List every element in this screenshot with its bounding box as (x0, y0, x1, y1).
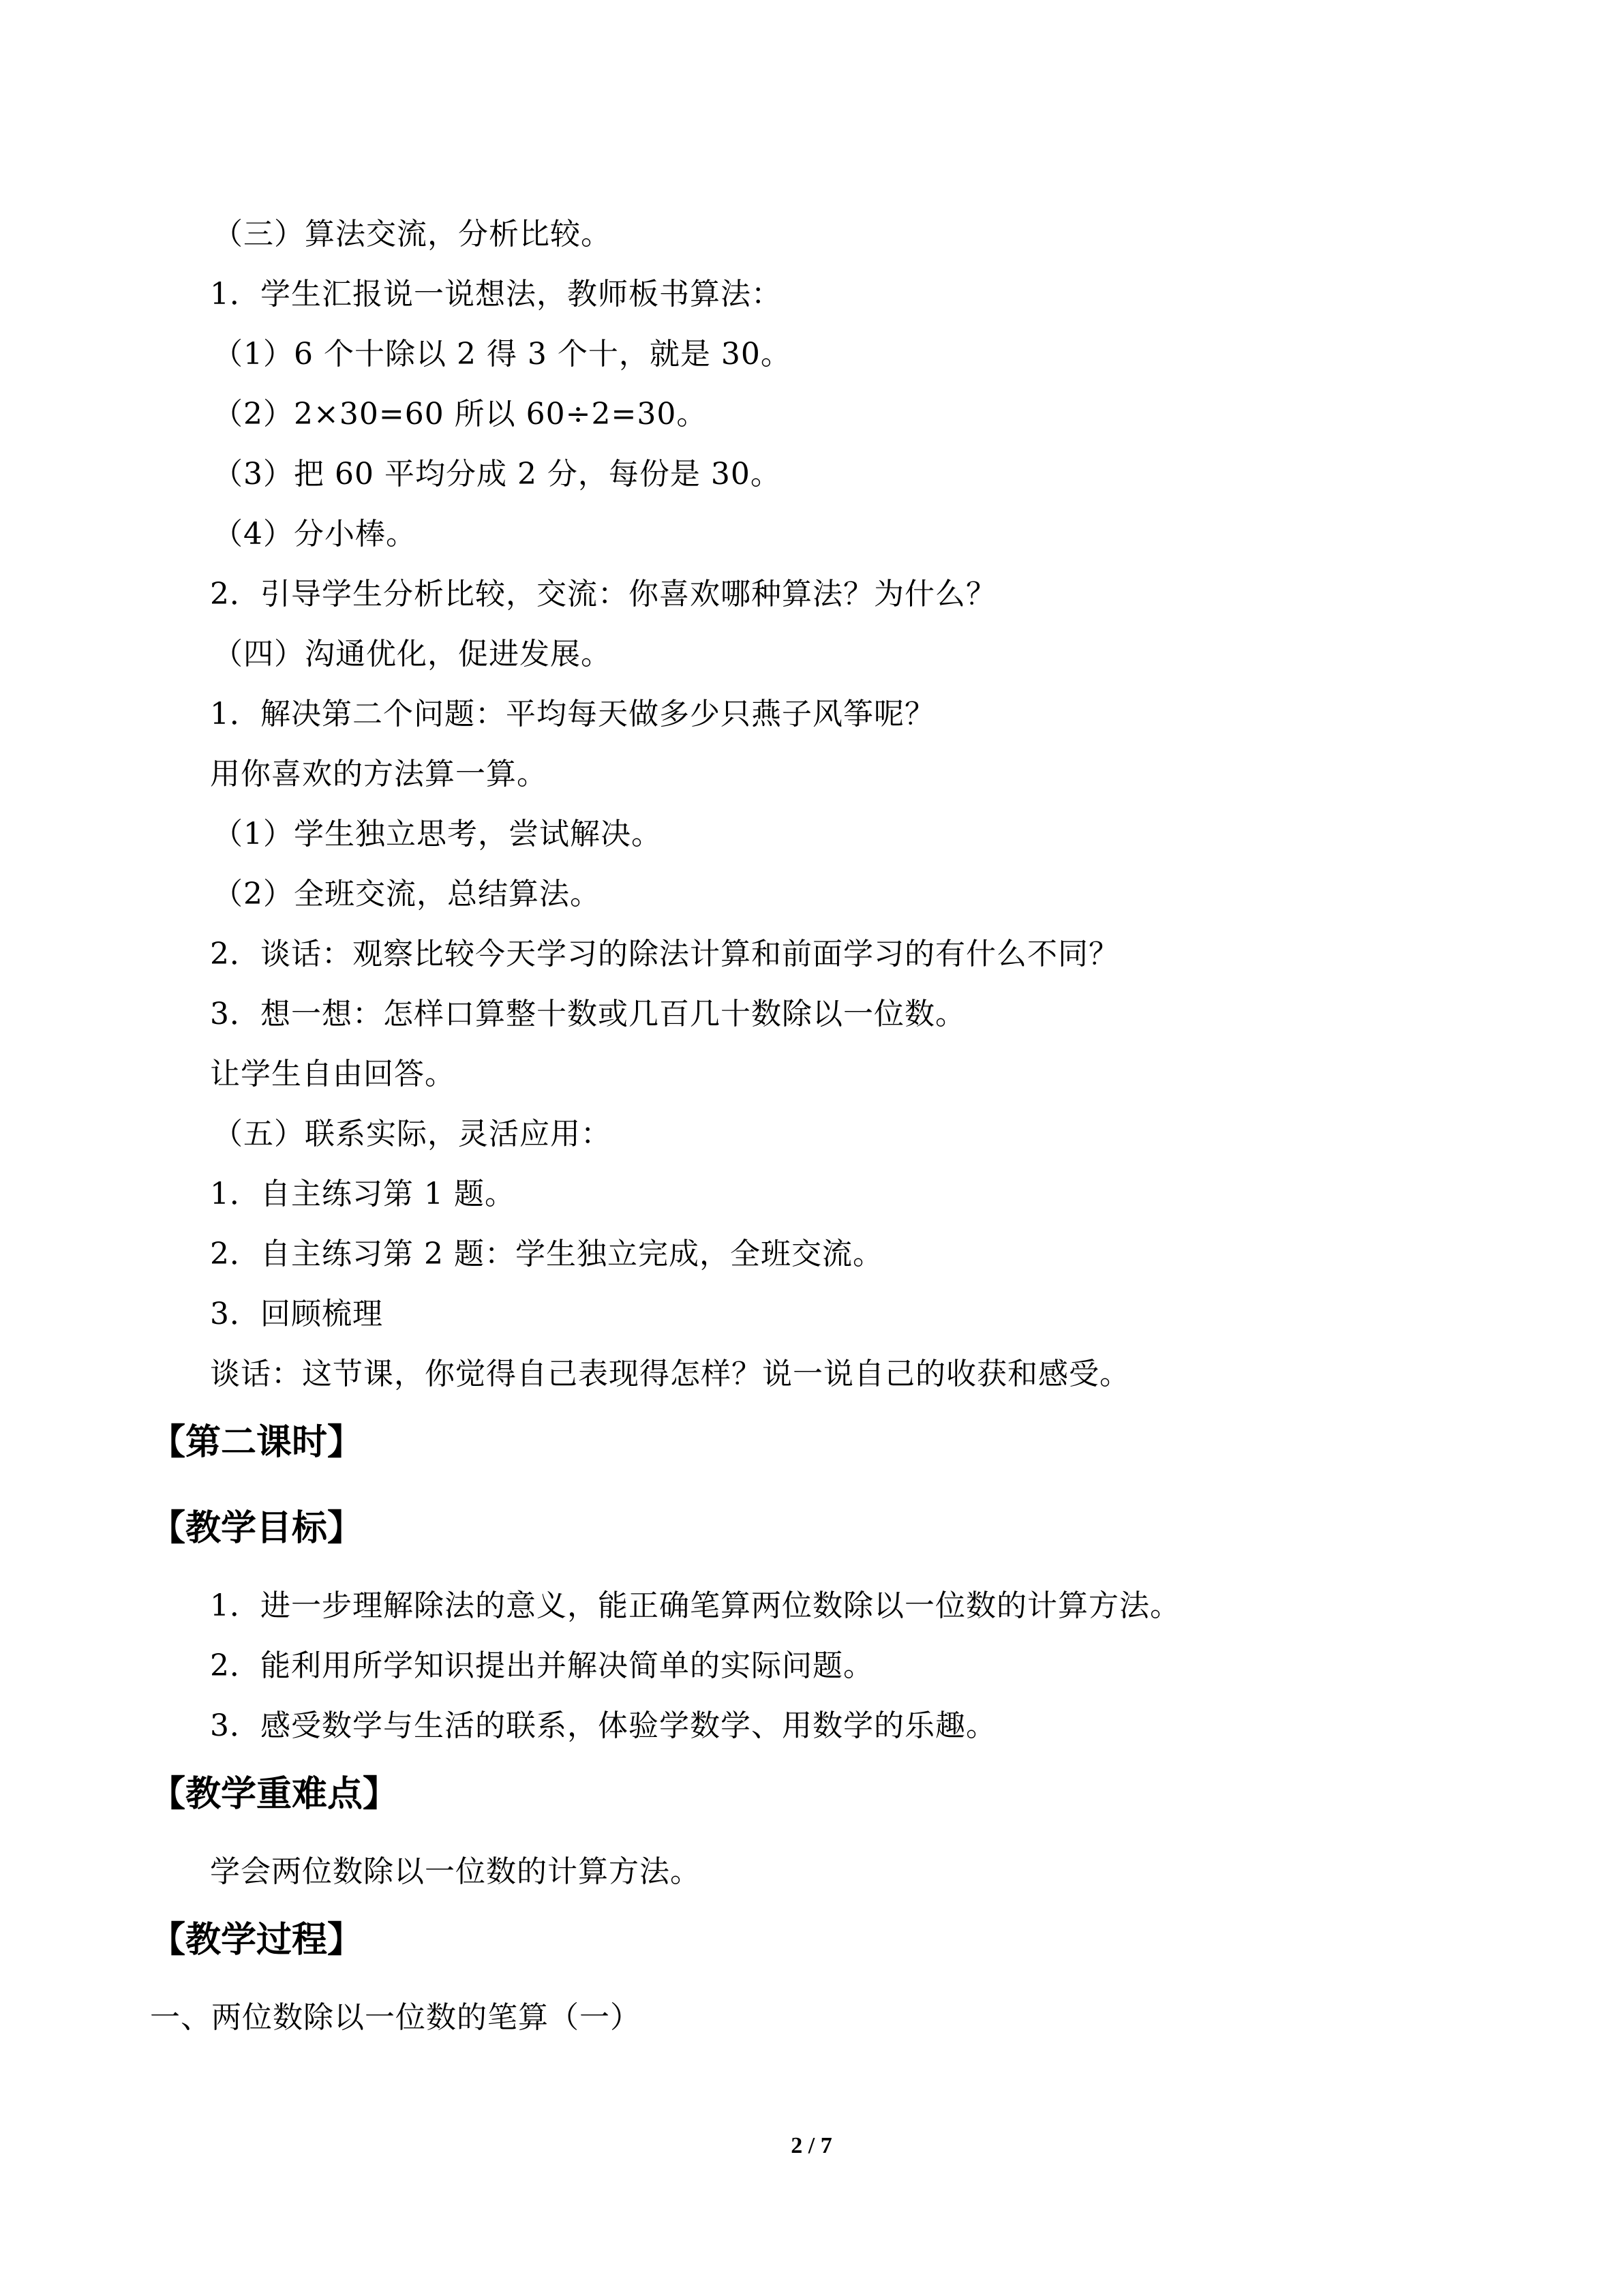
text-line: （2）全班交流，总结算法。 (213, 877, 601, 911)
text-line: 让学生自由回答。 (210, 1057, 455, 1091)
heading-key-points: 【教学重难点】 (150, 1774, 399, 1815)
text-line: 1．解决第二个问题：平均每天做多少只燕子风筝呢？ (210, 697, 935, 731)
heading-goals: 【教学目标】 (150, 1508, 363, 1549)
text-line: （1）学生独立思考，尝试解决。 (213, 817, 662, 851)
text-line: 2．引导学生分析比较，交流：你喜欢哪种算法？为什么？ (210, 577, 997, 611)
heading-lesson: 【第二课时】 (150, 1422, 363, 1463)
goal-item: 1．进一步理解除法的意义，能正确笔算两位数除以一位数的计算方法。 (210, 1588, 1181, 1623)
text-line: 2．自主练习第 2 题：学生独立完成，全班交流。 (210, 1237, 883, 1271)
text-line: （3）把 60 平均分成 2 分，每份是 30。 (213, 457, 781, 492)
goal-item: 3．感受数学与生活的联系，体验学数学、用数学的乐趣。 (210, 1708, 997, 1743)
text-line: （1）6 个十除以 2 得 3 个十，就是 30。 (213, 337, 791, 372)
text-line: （4）分小棒。 (213, 517, 416, 552)
section-heading-4: （四）沟通优化，促进发展。 (213, 637, 611, 671)
text-line: 谈话：这节课，你觉得自己表现得怎样？说一说自己的收获和感受。 (210, 1357, 1130, 1391)
text-line: 1．学生汇报说一说想法，教师板书算法： (210, 277, 782, 312)
text-line: 1．自主练习第 1 题。 (210, 1177, 515, 1211)
goal-item: 2．能利用所学知识提出并解决简单的实际问题。 (210, 1648, 874, 1683)
key-point-text: 学会两位数除以一位数的计算方法。 (210, 1854, 701, 1889)
text-line: 3．回顾梳理 (210, 1297, 383, 1331)
text-line: 用你喜欢的方法算一算。 (210, 757, 547, 791)
section-heading-3: （三）算法交流，分析比较。 (213, 217, 611, 252)
text-line: （2）2×30=60 所以 60÷2=30。 (213, 397, 708, 432)
heading-process: 【教学过程】 (150, 1920, 363, 1961)
document-content (150, 205, 1479, 2048)
text-line: 2．谈话：观察比较今天学习的除法计算和前面学习的有什么不同？ (210, 937, 1119, 971)
process-section-title: 一、两位数除以一位数的笔算（一） (150, 2000, 641, 2035)
text-line: 3．想一想：怎样口算整十数或几百几十数除以一位数。 (210, 997, 966, 1031)
page-number: 2 / 7 (791, 2133, 832, 2158)
section-heading-5: （五）联系实际，灵活应用： (213, 1117, 611, 1151)
